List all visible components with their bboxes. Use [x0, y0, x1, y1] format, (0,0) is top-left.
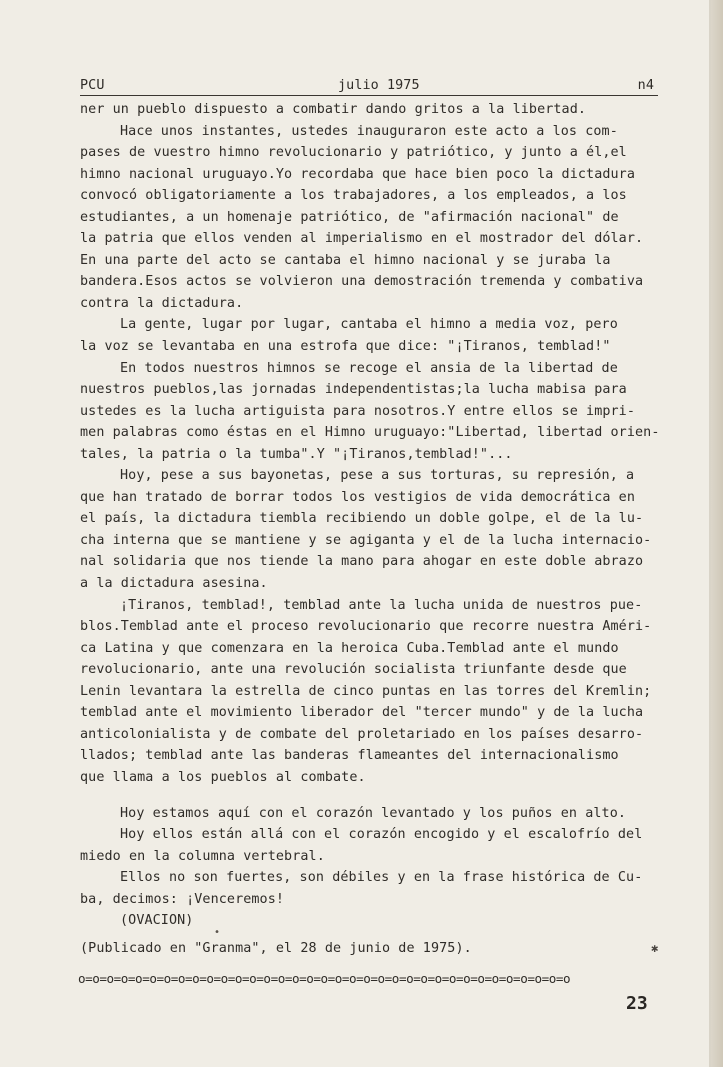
text-line: tales, la patria o la tumba".Y "¡Tiranos,temblad!"...	[80, 446, 513, 462]
text-line: En una parte del acto se cantaba el himno nacional y se juraba la	[80, 252, 611, 268]
text-line: blos.Temblad ante el proceso revolucionario que recorre nuestra Améri-	[80, 619, 652, 635]
text-line: estudiantes, a un homenaje patriótico, de "afirmación nacional" de	[80, 209, 619, 225]
text-line: la voz se levantaba en una estrofa que dice: "¡Tiranos, temblad!"	[80, 339, 611, 355]
text-line: Lenin levantara la estrella de cinco puntas en las torres del Kremlin;	[80, 683, 652, 699]
text-line: ba, decimos: ¡Venceremos!	[80, 891, 285, 907]
text-line: anticolonialista y de combate del proletariado en los países desarro-	[80, 726, 644, 742]
speech-text	[80, 99, 680, 932]
asterisk-mark-icon: ✱	[651, 941, 659, 955]
text-line: temblad ante el movimiento liberador del "tercer mundo" y de la lucha	[80, 705, 644, 721]
text-line: nal solidaria que nos tiende la mano para ahogar en este doble abrazo	[80, 554, 644, 570]
separator-rule: o=o=o=o=o=o=o=o=o=o=o=o=o=o=o=o=o=o=o=o=o=o=o=o=o=o=o=o=o=o=o=o=o=o=o	[78, 971, 571, 986]
text-line: que han tratado de borrar todos los vestigios de vida democrática en	[80, 489, 636, 505]
text-line: En todos nuestros himnos se recoge el ansia de la libertad de	[120, 360, 618, 376]
text-line: La gente, lugar por lugar, cantaba el himno a media voz, pero	[120, 317, 618, 333]
text-line: que llama a los pueblos al combate.	[80, 769, 366, 785]
page-header	[80, 78, 658, 96]
text-line: Hoy estamos aquí con el corazón levantado y los puños en alto.	[120, 805, 627, 821]
publication-note: (Publicado en "Granma", el 28 de junio de 1975).	[80, 941, 472, 956]
text-line: bandera.Esos actos se volvieron una demostración tremenda y combativa	[80, 274, 644, 290]
header-date: julio 1975	[338, 78, 420, 93]
text-line: contra la dictadura.	[80, 295, 244, 311]
text-line: el país, la dictadura tiembla recibiendo un doble golpe, el de la lu-	[80, 511, 644, 527]
text-line: ustedes es la lucha artiguista para nosotros.Y entre ellos se impri-	[80, 403, 636, 419]
text-line: himno nacional uruguayo.Yo recordaba que hace bien poco la dictadura	[80, 166, 636, 182]
text-line: la patria que ellos venden al imperialismo en el mostrador del dólar.	[80, 231, 644, 247]
text-line: Hoy, pese a sus bayonetas, pese a sus torturas, su represión, a	[120, 468, 635, 484]
text-line: Hoy ellos están allá con el corazón encogido y el escalofrío del	[120, 827, 643, 843]
text-line: Hace unos instantes, ustedes inauguraron este acto a los com-	[120, 123, 618, 139]
text-line: a la dictadura asesina.	[80, 576, 268, 592]
text-line: llados; temblad ante las banderas flameantes del internacionalismo	[80, 748, 619, 764]
text-line: ner un pueblo dispuesto a combatir dando gritos a la libertad.	[80, 102, 587, 117]
ink-speck: •	[214, 927, 221, 938]
text-line: cha interna que se mantiene y se agiganta y el de la lucha internacio-	[80, 532, 652, 548]
text-line: men palabras como éstas en el Himno uruguayo:"Libertad, libertad orien-	[80, 425, 660, 441]
text-line: ¡Tiranos, temblad!, temblad ante la lucha unida de nuestros pue-	[120, 597, 643, 613]
text-line: convocó obligatoriamente a los trabajadores, a los empleados, a los	[80, 188, 627, 204]
text-line: (OVACION)	[120, 913, 194, 929]
header-org: PCU	[80, 78, 105, 93]
text-line: miedo en la columna vertebral.	[80, 848, 325, 864]
page-edge	[711, 0, 723, 1067]
text-line: Ellos no son fuertes, son débiles y en la frase histórica de Cu-	[120, 870, 643, 886]
text-line: revolucionario, ante una revolución socialista triunfante desde que	[80, 662, 627, 678]
page-number: 23	[626, 993, 648, 1014]
text-line: ca Latina y que comenzara en la heroica Cuba.Temblad ante el mundo	[80, 640, 619, 656]
text-line: pases de vuestro himno revolucionario y patriótico, y junto a él,el	[80, 145, 627, 161]
text-line: nuestros pueblos,las jornadas independentistas;la lucha mabisa para	[80, 382, 627, 398]
header-issue: n4	[637, 78, 654, 93]
